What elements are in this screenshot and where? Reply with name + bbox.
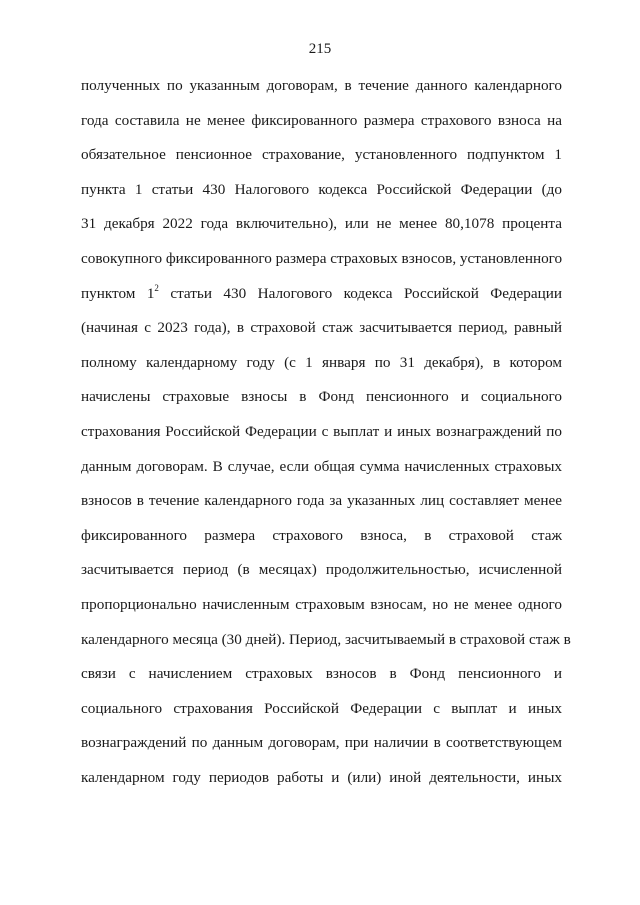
- body-text: [81, 76, 571, 802]
- text-segment: статьи 430 Налогового кодекса Российской Федерации: [158, 284, 562, 302]
- superscript: 2: [154, 282, 159, 293]
- text-line: связи с начислением страховых взносов в Фонд пенсионного и: [81, 665, 562, 683]
- text-line: взносов в течение календарного года за указанных лиц составляет менее: [81, 492, 562, 510]
- text-line: года составила не менее фиксированного размера страхового взноса на: [81, 111, 562, 129]
- text-segment: пунктом 1: [81, 284, 155, 302]
- text-line: обязательное пенсионное страхование, установленного подпунктом 1: [81, 146, 562, 164]
- text-line: пропорционально начисленным страховым взносам, но не менее одного: [81, 595, 562, 613]
- text-line: социального страхования Российской Федерации с выплат и иных: [81, 699, 562, 717]
- page-number: 215: [308, 41, 332, 57]
- text-line: полному календарному году (с 1 января по 31 декабря), в котором: [81, 353, 562, 371]
- text-line: данным договорам. В случае, если общая сумма начисленных страховых: [81, 457, 562, 475]
- text-line-with-superscript: [81, 284, 562, 319]
- text-line: совокупного фиксированного размера страховых взносов, установленного: [81, 249, 563, 267]
- text-line: начислены страховые взносы в Фонд пенсионного и социального: [81, 388, 562, 406]
- text-line: календарном году периодов работы и (или) иной деятельности, иных: [81, 768, 562, 786]
- text-line: вознаграждений по данным договорам, при наличии в соответствующем: [81, 734, 562, 752]
- text-line: пункта 1 статьи 430 Налогового кодекса Российской Федерации (до: [81, 180, 562, 198]
- text-line: фиксированного размера страхового взноса, в страховой стаж: [81, 526, 562, 544]
- text-line: засчитывается период (в месяцах) продолжительностью, исчисленной: [81, 561, 562, 579]
- text-line: 31 декабря 2022 года включительно), или не менее 80,1078 процента: [81, 215, 562, 233]
- text-line: страхования Российской Федерации с выплат и иных вознаграждений по: [81, 422, 562, 440]
- text-line: полученных по указанным договорам, в течение данного календарного: [81, 77, 562, 94]
- text-line: календарного месяца (30 дней). Период, засчитываемый в страховой стаж в: [81, 630, 571, 648]
- text-line: (начиная с 2023 года), в страховой стаж засчитывается период, равный: [81, 319, 562, 337]
